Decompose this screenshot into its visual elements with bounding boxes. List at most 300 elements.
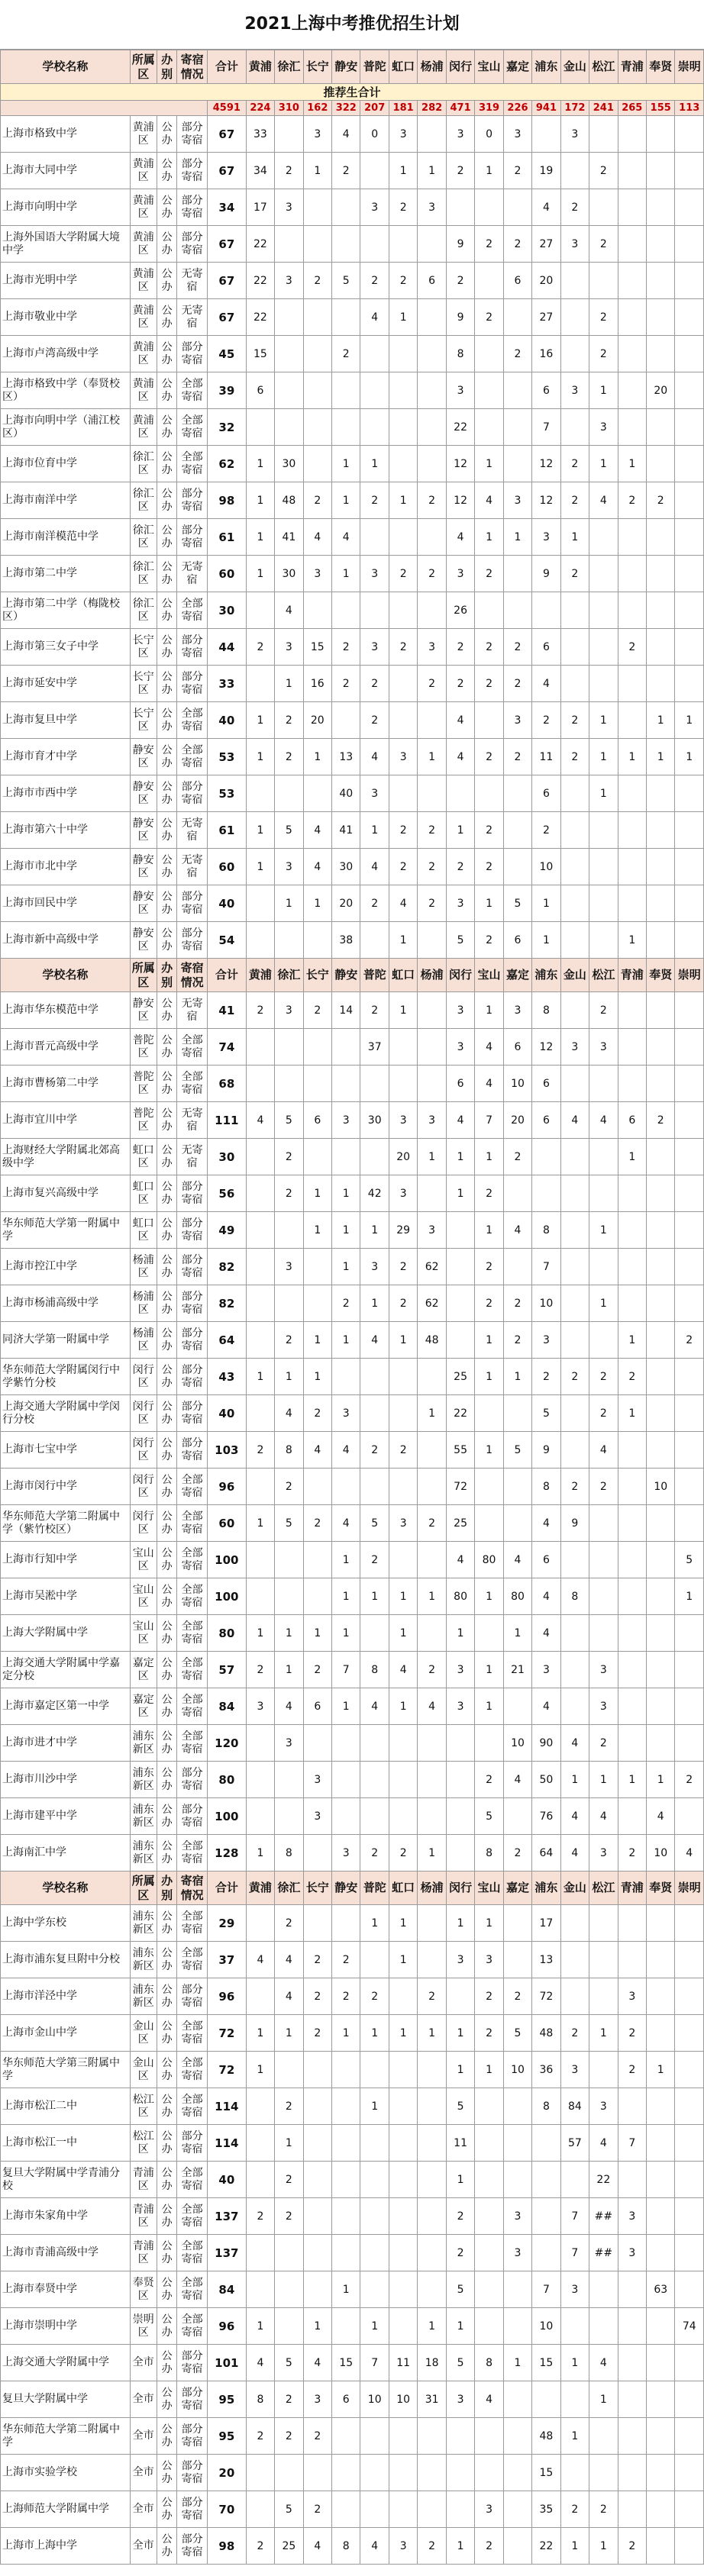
- quota-cell: [675, 922, 704, 959]
- header-cell: 寄宿情况: [177, 1872, 208, 1905]
- table-row: [1, 2235, 704, 2271]
- quota-cell: [589, 2455, 618, 2491]
- quota-cell: [418, 1615, 446, 1652]
- quota-cell: 2: [475, 849, 503, 885]
- school-type: 公办: [157, 2308, 176, 2345]
- quota-cell: 2: [360, 1542, 389, 1578]
- quota-cell: 3: [503, 116, 531, 153]
- quota-cell: [389, 2455, 417, 2491]
- quota-cell: 8: [275, 1432, 303, 1469]
- header-cell: 金山: [560, 50, 589, 84]
- quota-cell: 3: [503, 702, 531, 739]
- quota-cell: 4: [446, 739, 474, 775]
- header-cell: 办别: [157, 959, 176, 992]
- header-cell: 杨浦: [418, 50, 446, 84]
- quota-cell: 1: [389, 482, 417, 519]
- header-cell: 嘉定: [503, 1872, 531, 1905]
- table-row: [1, 2162, 704, 2198]
- quota-cell: 1: [303, 1322, 331, 1359]
- quota-cell: [332, 592, 360, 629]
- district-cell: 黄浦区: [130, 409, 157, 446]
- quota-cell: 1: [418, 739, 446, 775]
- quota-cell: 2: [503, 739, 531, 775]
- quota-cell: 10: [389, 2381, 417, 2418]
- quota-cell: 2: [446, 666, 474, 702]
- quota-cell: [532, 2381, 560, 2418]
- quota-cell: [275, 1029, 303, 1066]
- quota-cell: [475, 2235, 503, 2271]
- table-row: [1, 409, 704, 446]
- quota-cell: 1: [303, 2308, 331, 2345]
- quota-cell: 1: [389, 922, 417, 959]
- district-cell: 嘉定区: [130, 1652, 157, 1688]
- quota-cell: 1: [389, 1942, 417, 1978]
- quota-cell: 4: [446, 519, 474, 556]
- school-name: 上海市向明中学: [1, 189, 131, 226]
- quota-cell: 10: [647, 1835, 675, 1872]
- quota-cell: [360, 2491, 389, 2528]
- district-cell: 黄浦区: [130, 116, 157, 153]
- quota-cell: 3: [275, 263, 303, 299]
- quota-cell: 3: [246, 1688, 274, 1725]
- quota-cell: [360, 2162, 389, 2198]
- table-row: [1, 299, 704, 336]
- quota-cell: [675, 2345, 704, 2381]
- quota-cell: 8: [332, 2528, 360, 2565]
- quota-cell: 4: [589, 1432, 618, 1469]
- quota-cell: [675, 409, 704, 446]
- quota-cell: 2: [532, 1359, 560, 1395]
- quota-cell: [389, 775, 417, 812]
- quota-cell: 6: [532, 1102, 560, 1139]
- quota-cell: [503, 1175, 531, 1212]
- quota-cell: 1: [618, 1139, 646, 1175]
- quota-cell: [647, 1359, 675, 1395]
- quota-cell: [332, 1469, 360, 1505]
- table-row: [1, 446, 704, 482]
- quota-cell: 3: [389, 1175, 417, 1212]
- quota-cell: 3: [503, 2198, 531, 2235]
- school-type: 公办: [157, 1762, 176, 1798]
- quota-cell: [589, 812, 618, 849]
- quota-cell: 2: [589, 1469, 618, 1505]
- quota-cell: 2: [360, 263, 389, 299]
- school-type: 公办: [157, 1359, 176, 1395]
- quota-cell: 2: [503, 629, 531, 666]
- district-cell: 金山区: [130, 2015, 157, 2052]
- total-cell: 82: [208, 1285, 247, 1322]
- quota-cell: 4: [389, 1652, 417, 1688]
- summary-district-count: 207: [360, 101, 389, 116]
- quota-cell: 1: [532, 922, 560, 959]
- quota-cell: 1: [332, 556, 360, 592]
- school-type: 公办: [157, 1798, 176, 1835]
- total-cell: 114: [208, 2088, 247, 2125]
- header-cell: 崇明: [675, 50, 704, 84]
- quota-cell: [560, 1395, 589, 1432]
- quota-cell: [503, 2162, 531, 2198]
- quota-cell: 2: [275, 1322, 303, 1359]
- quota-cell: 4: [332, 1505, 360, 1542]
- total-cell: 49: [208, 1212, 247, 1249]
- quota-cell: [647, 1029, 675, 1066]
- quota-cell: 1: [503, 1615, 531, 1652]
- quota-cell: 1: [332, 446, 360, 482]
- quota-cell: [675, 1652, 704, 1688]
- quota-cell: [418, 2198, 446, 2235]
- quota-cell: [360, 1762, 389, 1798]
- district-cell: 虹口区: [130, 1139, 157, 1175]
- school-type: 公办: [157, 592, 176, 629]
- school-name: 上海市第二中学（梅陇校区）: [1, 592, 131, 629]
- quota-cell: 62: [418, 1249, 446, 1285]
- quota-cell: 2: [360, 666, 389, 702]
- quota-cell: [360, 1066, 389, 1102]
- quota-cell: 3: [389, 739, 417, 775]
- school-type: 公办: [157, 2271, 176, 2308]
- quota-cell: [389, 1469, 417, 1505]
- boarding-cell: 部分寄宿: [177, 2381, 208, 2418]
- quota-cell: 1: [475, 2052, 503, 2088]
- header-cell: 静安: [332, 50, 360, 84]
- quota-cell: 2: [475, 1175, 503, 1212]
- quota-cell: [618, 1066, 646, 1102]
- district-cell: 松江区: [130, 2125, 157, 2162]
- quota-cell: 4: [503, 1762, 531, 1798]
- school-type: 公办: [157, 153, 176, 189]
- quota-cell: 10: [532, 849, 560, 885]
- boarding-cell: 全部寄宿: [177, 2088, 208, 2125]
- quota-cell: 12: [532, 1029, 560, 1066]
- quota-cell: [503, 2528, 531, 2565]
- school-type: 公办: [157, 1029, 176, 1066]
- quota-cell: 1: [475, 1688, 503, 1725]
- quota-cell: 4: [532, 666, 560, 702]
- quota-cell: [647, 1688, 675, 1725]
- quota-cell: 4: [303, 2345, 331, 2381]
- quota-cell: 2: [446, 629, 474, 666]
- quota-cell: 21: [503, 1652, 531, 1688]
- district-cell: 普陀区: [130, 1066, 157, 1102]
- quota-cell: [303, 2235, 331, 2271]
- header-cell: 奉贤: [647, 1872, 675, 1905]
- quota-cell: [475, 2418, 503, 2455]
- quota-cell: 27: [532, 226, 560, 263]
- quota-cell: [418, 519, 446, 556]
- quota-cell: 1: [389, 2015, 417, 2052]
- quota-cell: [532, 2235, 560, 2271]
- quota-cell: 2: [589, 299, 618, 336]
- quota-cell: 1: [246, 1359, 274, 1395]
- district-cell: 静安区: [130, 922, 157, 959]
- quota-cell: 20: [332, 885, 360, 922]
- quota-cell: 2: [389, 812, 417, 849]
- quota-cell: [618, 812, 646, 849]
- quota-cell: [618, 372, 646, 409]
- quota-cell: 5: [275, 1505, 303, 1542]
- quota-cell: 1: [446, 1615, 474, 1652]
- school-type: 公办: [157, 1395, 176, 1432]
- quota-cell: [475, 263, 503, 299]
- quota-cell: [475, 1725, 503, 1762]
- quota-cell: 27: [532, 299, 560, 336]
- quota-cell: 1: [618, 1395, 646, 1432]
- quota-cell: 3: [560, 226, 589, 263]
- header-cell: 浦东: [532, 50, 560, 84]
- quota-cell: 8: [246, 2381, 274, 2418]
- quota-cell: 2: [475, 922, 503, 959]
- quota-cell: [389, 1066, 417, 1102]
- quota-cell: 20: [647, 372, 675, 409]
- quota-cell: 2: [560, 1469, 589, 1505]
- boarding-cell: 部分寄宿: [177, 336, 208, 372]
- quota-cell: [589, 1905, 618, 1942]
- total-cell: 20: [208, 2455, 247, 2491]
- quota-cell: 1: [589, 775, 618, 812]
- quota-cell: 3: [475, 2491, 503, 2528]
- quota-cell: 2: [675, 1762, 704, 1798]
- quota-cell: [618, 592, 646, 629]
- table-row: [1, 1395, 704, 1432]
- quota-cell: [618, 2162, 646, 2198]
- quota-cell: 3: [446, 372, 474, 409]
- school-name: 上海交通大学附属中学: [1, 2345, 131, 2381]
- district-cell: 杨浦区: [130, 1322, 157, 1359]
- total-cell: 84: [208, 1688, 247, 1725]
- quota-cell: 7: [560, 2198, 589, 2235]
- quota-cell: [446, 1249, 474, 1285]
- header-cell: 静安: [332, 959, 360, 992]
- quota-cell: 7: [560, 2235, 589, 2271]
- district-cell: 黄浦区: [130, 153, 157, 189]
- quota-cell: 16: [303, 666, 331, 702]
- quota-cell: 1: [503, 1359, 531, 1395]
- school-type: 公办: [157, 629, 176, 666]
- quota-cell: [246, 666, 274, 702]
- quota-cell: 1: [389, 1905, 417, 1942]
- school-type: 公办: [157, 1542, 176, 1578]
- school-type: 公办: [157, 116, 176, 153]
- quota-cell: [560, 1542, 589, 1578]
- quota-cell: [589, 1175, 618, 1212]
- quota-cell: 3: [389, 1102, 417, 1139]
- quota-cell: 1: [446, 2052, 474, 2088]
- quota-cell: 40: [332, 775, 360, 812]
- quota-cell: 2: [246, 1432, 274, 1469]
- total-cell: 60: [208, 849, 247, 885]
- quota-cell: 6: [532, 1542, 560, 1578]
- boarding-cell: 全部寄宿: [177, 1835, 208, 1872]
- boarding-cell: 部分寄宿: [177, 2418, 208, 2455]
- quota-cell: [360, 153, 389, 189]
- school-type: 公办: [157, 1175, 176, 1212]
- quota-cell: [618, 1615, 646, 1652]
- quota-cell: 2: [475, 812, 503, 849]
- table-row: [1, 885, 704, 922]
- school-name: 上海市新中高级中学: [1, 922, 131, 959]
- quota-cell: 1: [446, 2308, 474, 2345]
- quota-cell: [675, 1615, 704, 1652]
- header-cell: 徐汇: [275, 959, 303, 992]
- quota-cell: [560, 775, 589, 812]
- quota-cell: [503, 1249, 531, 1285]
- boarding-cell: 部分寄宿: [177, 1249, 208, 1285]
- quota-cell: 2: [560, 739, 589, 775]
- boarding-cell: 部分寄宿: [177, 885, 208, 922]
- quota-cell: 4: [246, 2345, 274, 2381]
- school-type: 公办: [157, 1652, 176, 1688]
- total-cell: 98: [208, 482, 247, 519]
- quota-cell: [618, 1249, 646, 1285]
- quota-cell: 11: [446, 2125, 474, 2162]
- quota-cell: [332, 372, 360, 409]
- quota-cell: [418, 922, 446, 959]
- quota-cell: 2: [589, 1395, 618, 1432]
- total-cell: 114: [208, 2125, 247, 2162]
- quota-cell: [647, 1905, 675, 1942]
- quota-cell: 1: [246, 2308, 274, 2345]
- quota-cell: 1: [503, 2345, 531, 2381]
- quota-cell: [360, 2418, 389, 2455]
- total-cell: 30: [208, 592, 247, 629]
- quota-cell: [647, 263, 675, 299]
- quota-cell: 1: [446, 812, 474, 849]
- district-cell: 全市: [130, 2528, 157, 2565]
- quota-cell: [647, 1652, 675, 1688]
- total-cell: 37: [208, 1942, 247, 1978]
- district-cell: 嘉定区: [130, 1688, 157, 1725]
- table-row: [1, 1578, 704, 1615]
- quota-cell: 16: [532, 336, 560, 372]
- school-type: 公办: [157, 1905, 176, 1942]
- school-type: 公办: [157, 2052, 176, 2088]
- quota-cell: 2: [275, 2162, 303, 2198]
- quota-cell: [418, 1725, 446, 1762]
- quota-cell: 1: [418, 1835, 446, 1872]
- quota-cell: [418, 1432, 446, 1469]
- quota-cell: [647, 1139, 675, 1175]
- quota-cell: 4: [303, 2528, 331, 2565]
- quota-cell: 1: [418, 2308, 446, 2345]
- school-type: 公办: [157, 1688, 176, 1725]
- quota-cell: 1: [675, 1578, 704, 1615]
- district-cell: 闵行区: [130, 1505, 157, 1542]
- total-cell: 67: [208, 116, 247, 153]
- quota-cell: [303, 189, 331, 226]
- quota-cell: [647, 116, 675, 153]
- quota-cell: 1: [475, 992, 503, 1029]
- quota-cell: 2: [275, 2198, 303, 2235]
- quota-cell: [418, 2052, 446, 2088]
- quota-cell: [647, 885, 675, 922]
- quota-cell: [618, 1578, 646, 1615]
- quota-cell: [446, 1978, 474, 2015]
- quota-cell: 42: [360, 1175, 389, 1212]
- table-row: [1, 1835, 704, 1872]
- quota-cell: 3: [560, 2052, 589, 2088]
- quota-cell: [675, 1505, 704, 1542]
- quota-cell: 10: [532, 2308, 560, 2345]
- quota-cell: [418, 2271, 446, 2308]
- district-cell: 黄浦区: [130, 226, 157, 263]
- quota-cell: [618, 153, 646, 189]
- quota-cell: 2: [446, 153, 474, 189]
- header-cell: 徐汇: [275, 1872, 303, 1905]
- total-cell: 61: [208, 812, 247, 849]
- quota-cell: 1: [560, 519, 589, 556]
- school-type: 公办: [157, 263, 176, 299]
- quota-cell: [389, 1029, 417, 1066]
- quota-cell: 20: [303, 702, 331, 739]
- quota-cell: [618, 1652, 646, 1688]
- quota-cell: 3: [389, 116, 417, 153]
- quota-cell: 2: [503, 1322, 531, 1359]
- quota-cell: [675, 2125, 704, 2162]
- quota-cell: 1: [475, 1578, 503, 1615]
- quota-cell: [246, 1029, 274, 1066]
- header-cell: 虹口: [389, 50, 417, 84]
- boarding-cell: 部分寄宿: [177, 226, 208, 263]
- summary-district-count: 282: [418, 101, 446, 116]
- quota-cell: 0: [360, 116, 389, 153]
- quota-cell: 3: [389, 2528, 417, 2565]
- quota-cell: 4: [389, 885, 417, 922]
- quota-cell: [360, 592, 389, 629]
- school-type: 公办: [157, 2418, 176, 2455]
- quota-cell: 7: [618, 2125, 646, 2162]
- quota-cell: 26: [446, 592, 474, 629]
- quota-cell: 1: [246, 702, 274, 739]
- total-cell: 111: [208, 1102, 247, 1139]
- school-type: 公办: [157, 2088, 176, 2125]
- school-type: 公办: [157, 226, 176, 263]
- quota-cell: 8: [532, 2088, 560, 2125]
- quota-cell: 1: [360, 1285, 389, 1322]
- quota-cell: [246, 2491, 274, 2528]
- quota-cell: [560, 1688, 589, 1725]
- quota-cell: [647, 992, 675, 1029]
- quota-cell: 2: [303, 2015, 331, 2052]
- table-row: [1, 2528, 704, 2565]
- quota-cell: [589, 116, 618, 153]
- quota-cell: 2: [360, 992, 389, 1029]
- header-cell: 黄浦: [246, 1872, 274, 1905]
- quota-cell: 14: [332, 992, 360, 1029]
- total-cell: 40: [208, 702, 247, 739]
- quota-cell: 2: [647, 482, 675, 519]
- quota-cell: 2: [560, 189, 589, 226]
- total-cell: 70: [208, 2491, 247, 2528]
- table-row: [1, 2345, 704, 2381]
- district-cell: 青浦区: [130, 2235, 157, 2271]
- total-cell: 32: [208, 409, 247, 446]
- district-cell: 虹口区: [130, 1212, 157, 1249]
- quota-cell: 1: [246, 1505, 274, 1542]
- quota-cell: 2: [332, 1978, 360, 2015]
- quota-cell: [647, 1942, 675, 1978]
- quota-cell: 1: [332, 1542, 360, 1578]
- school-type: 公办: [157, 1249, 176, 1285]
- quota-cell: [503, 299, 531, 336]
- quota-cell: [246, 2125, 274, 2162]
- boarding-cell: 全部寄宿: [177, 372, 208, 409]
- school-type: 公办: [157, 2528, 176, 2565]
- quota-cell: 4: [246, 1102, 274, 1139]
- school-type: 公办: [157, 1212, 176, 1249]
- school-type: 公办: [157, 372, 176, 409]
- header-cell: 办别: [157, 50, 176, 84]
- summary-blank: [1, 101, 208, 116]
